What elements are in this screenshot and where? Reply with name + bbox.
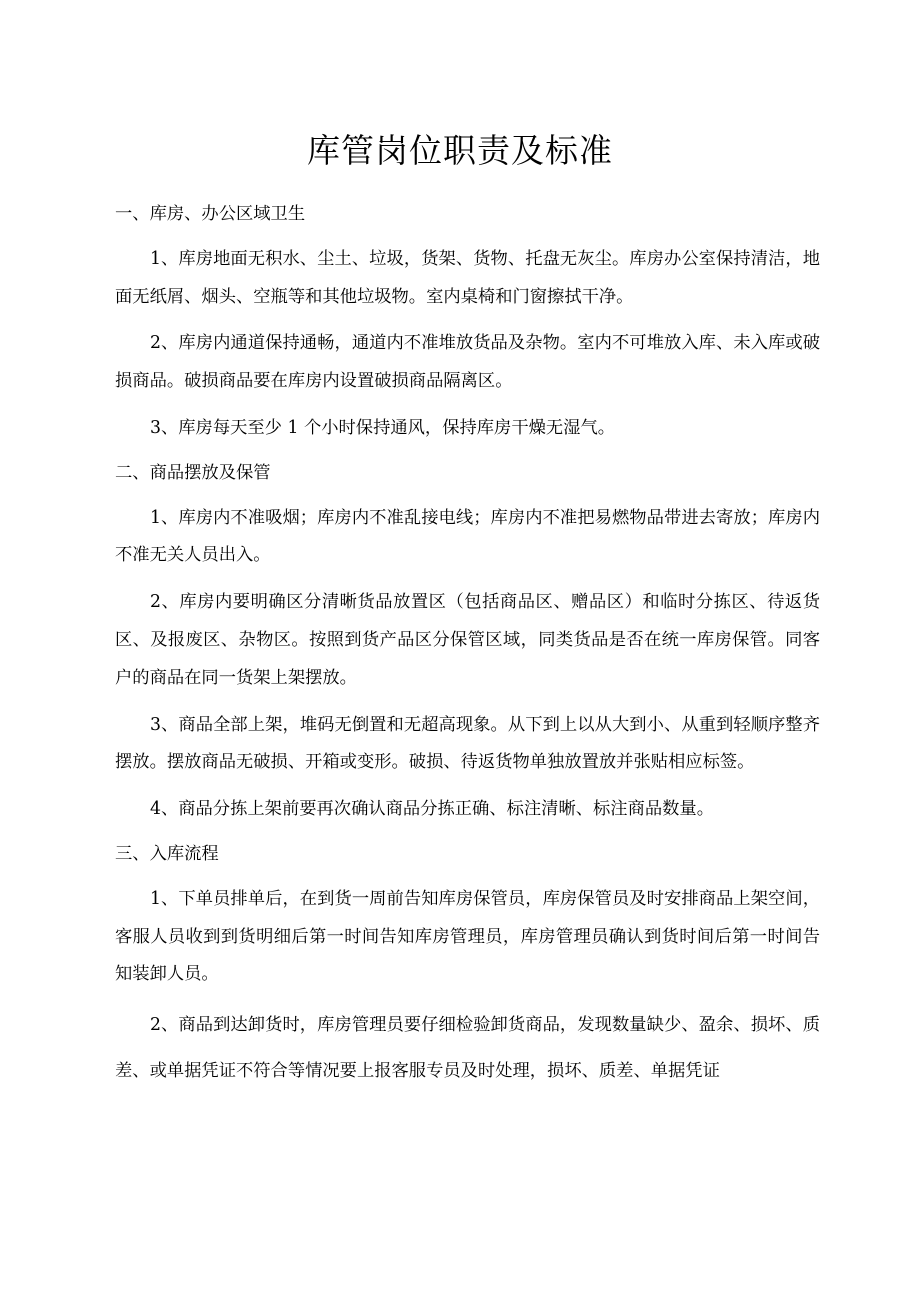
paragraph: 2、库房内通道保持通畅，通道内不准堆放货品及杂物。室内不可堆放入库、未入库或破损商品。破损商品要在库房内设置破损商品隔离区。 [115, 333, 820, 392]
paragraph: 2、商品到达卸货时，库房管理员要仔细检验卸货商品，发现数量缺少、盈余、损坏、质差、或单据凭证不符合等情况要上报客服专员及时处理，损坏、质差、单据凭证 [115, 1015, 820, 1082]
paragraph: 4、商品分拣上架前要再次确认商品分拣正确、标注清晰、标注商品数量。 [150, 799, 714, 820]
section-heading: 一、库房、办公区域卫生 [115, 204, 306, 224]
paragraph: 1、库房内不准吸烟；库房内不准乱接电线；库房内不准把易燃物品带进去寄放；库房内不准无关人员出入。 [115, 507, 820, 566]
section-storage [115, 455, 820, 829]
paragraph: 3、商品全部上架，堆码无倒置和无超高现象。从下到上以从大到小、从重到轻顺序整齐摆放。摆放商品无破损、开箱或变形。破损、待返货物单独放置放并张贴相应标签。 [115, 714, 820, 773]
document-title: 库管岗位职责及标准 [307, 131, 613, 170]
section-hygiene [115, 196, 820, 448]
paragraph: 3、库房每天至少 1 个小时保持通风，保持库房干燥无湿气。 [150, 417, 616, 438]
paragraph: 1、下单员排单后，在到货一周前告知库房保管员，库房保管员及时安排商品上架空间，客服人员收到到货明细后第一时间告知库房管理员，库房管理员确认到货时间后第一时间告知装卸人员。 [115, 888, 820, 985]
section-heading: 三、入库流程 [115, 843, 219, 864]
paragraph: 1、库房地面无积水、尘土、垃圾，货架、货物、托盘无灰尘。库房办公室保持清洁，地面无纸屑、烟头、空瓶等和其他垃圾物。室内桌椅和门窗擦拭干净。 [115, 248, 820, 307]
document-body [115, 196, 820, 1094]
section-heading: 二、商品摆放及保管 [115, 462, 271, 483]
paragraph: 2、库房内要明确区分清晰货品放置区（包括商品区、赠品区）和临时分拣区、待返货区、及报废区、杂物区。按照到货产品区分保管区域，同类货品是否在统一库房保管。同客户的商品在同一货架上架摆放。 [115, 592, 820, 688]
section-inbound [115, 836, 820, 1094]
